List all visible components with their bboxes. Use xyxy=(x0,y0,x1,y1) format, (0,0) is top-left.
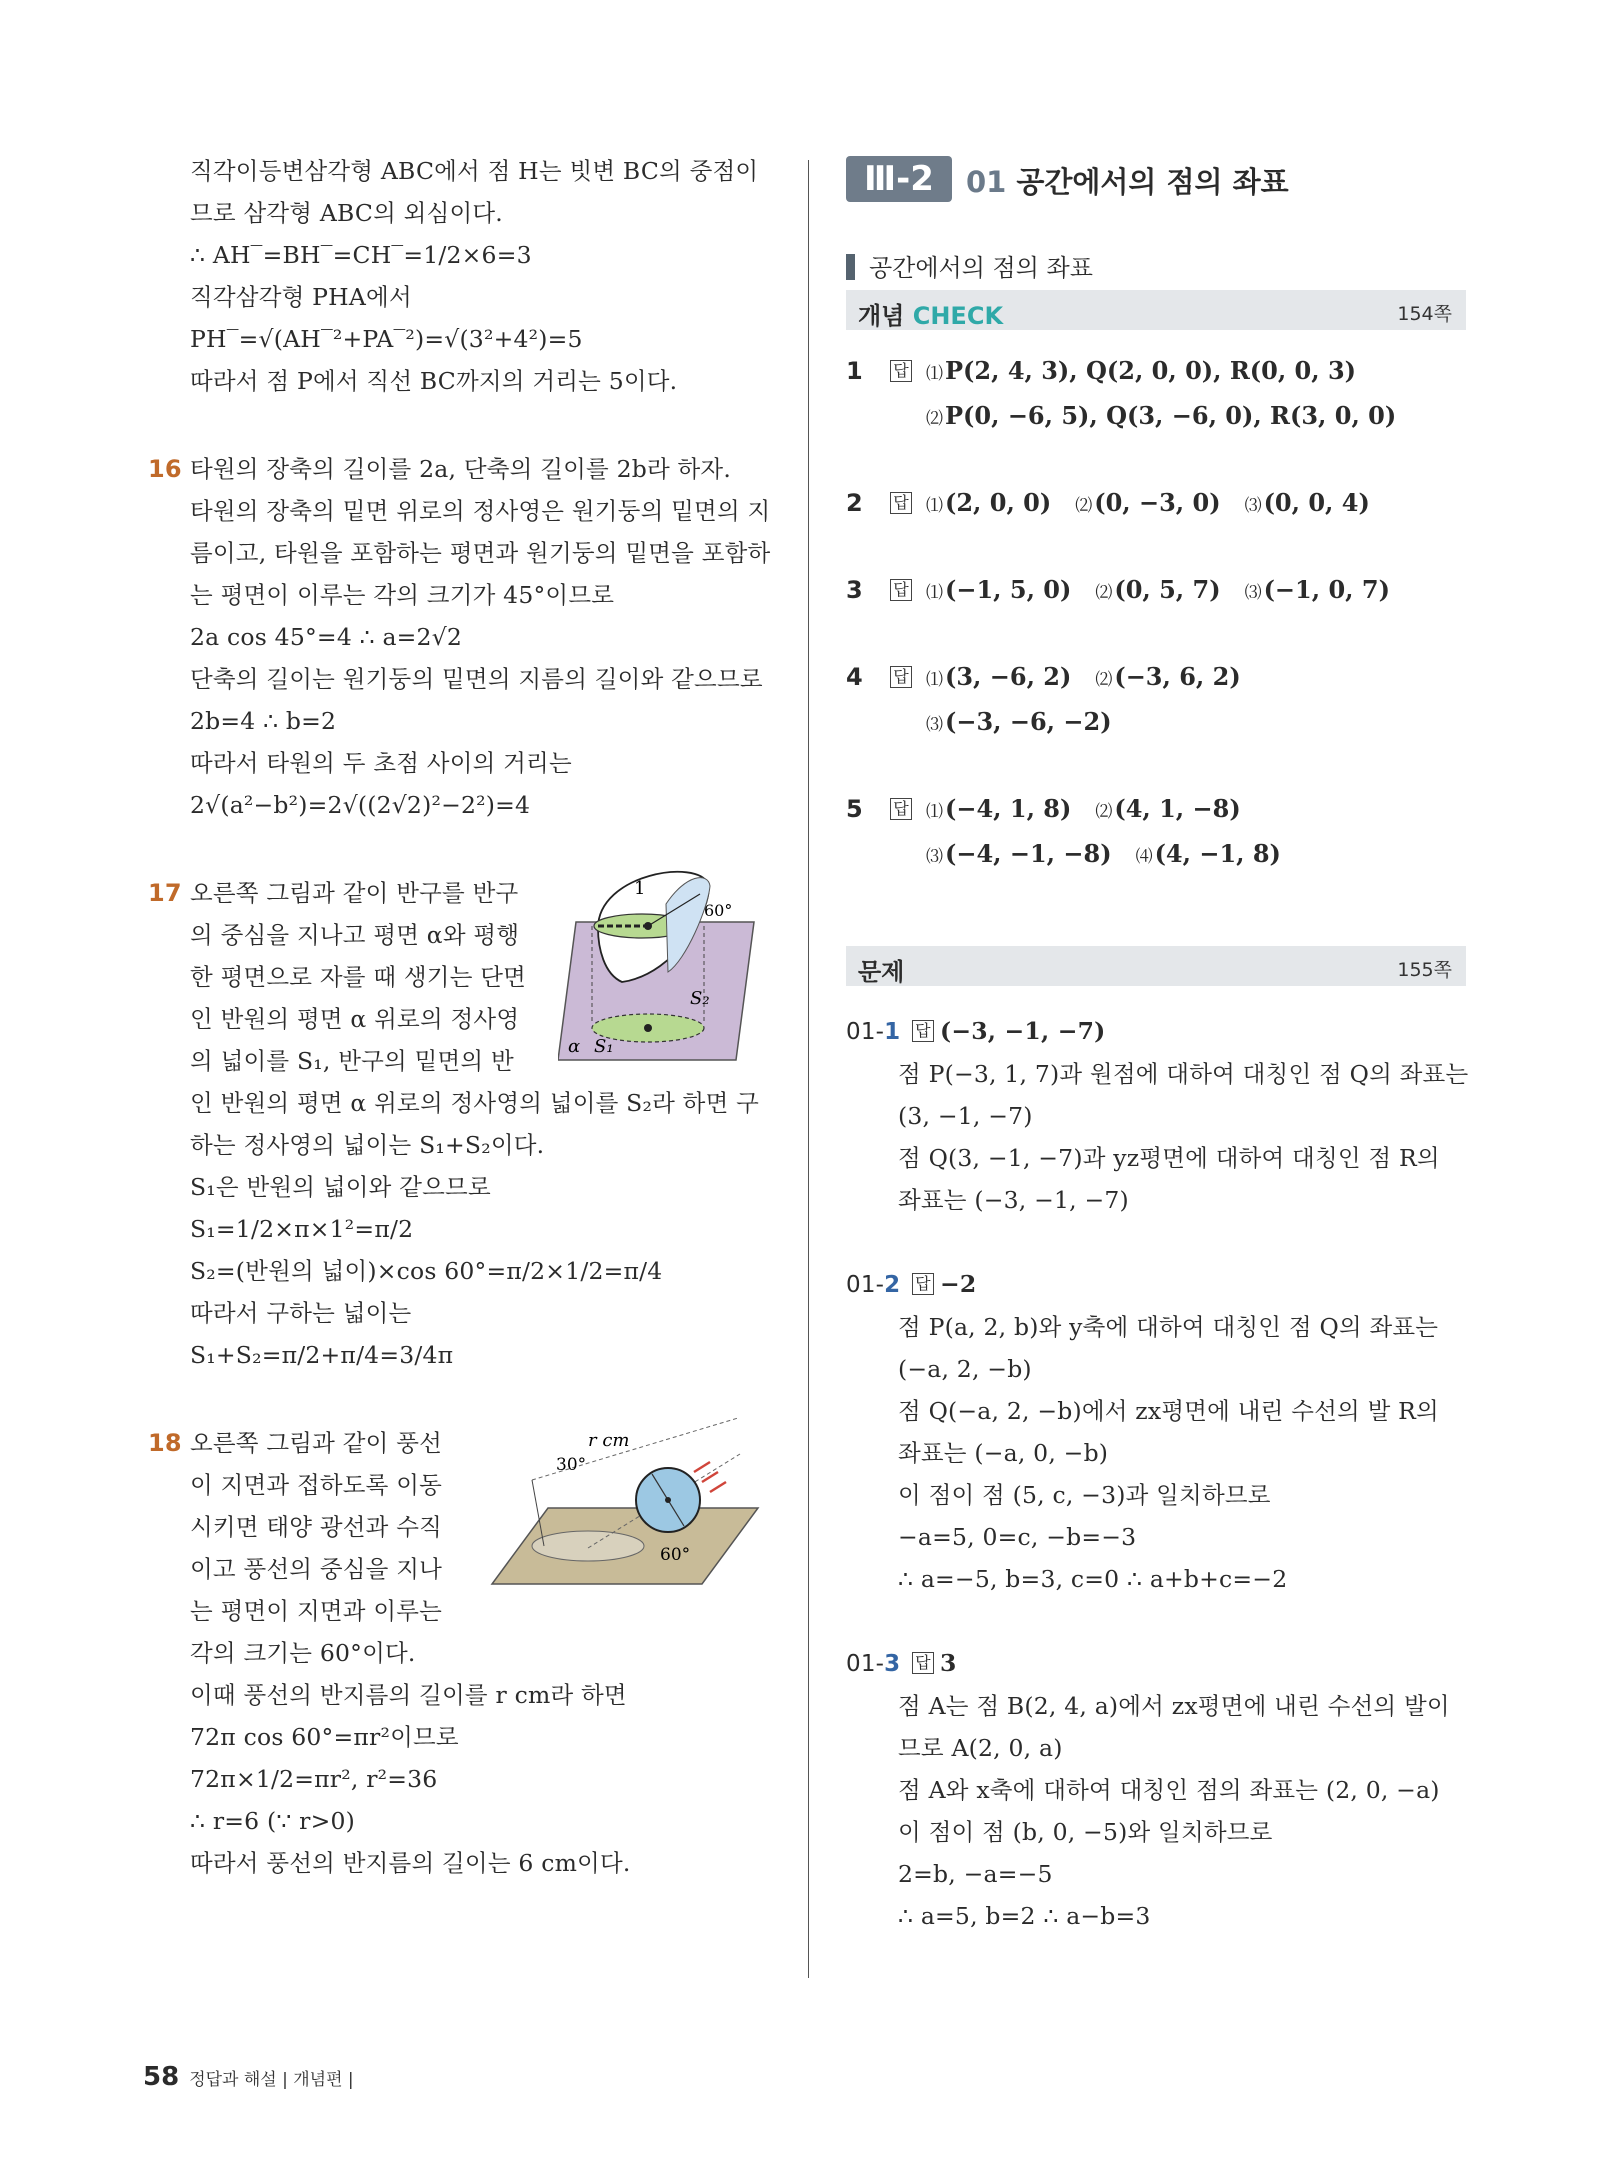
answer-mark-icon: 답 xyxy=(912,1020,934,1042)
problem-number xyxy=(846,1011,906,1053)
answer-part-label: ⑴ xyxy=(926,670,943,690)
right-column xyxy=(846,146,1469,1979)
fig-label-60: 60° xyxy=(660,1545,691,1565)
text-line: 좌표는 (−a, 0, −b) xyxy=(898,1439,1109,1467)
fig-label-30: 30° xyxy=(556,1455,587,1475)
problem-header xyxy=(846,1642,1466,1685)
text-line: 한 평면으로 자를 때 생기는 단면 xyxy=(190,963,527,991)
text-line: PH‾=√(AH‾²+PA‾²)=√(3²+4²)=5 xyxy=(190,325,583,353)
answer-mark-icon: 답 xyxy=(912,1273,934,1295)
problem-header xyxy=(846,1263,1466,1306)
left-column xyxy=(148,150,780,1884)
answer-number: 3 xyxy=(846,576,863,604)
text-line: S₁은 반원의 넓이와 같으므로 xyxy=(190,1173,491,1201)
problem-solutions xyxy=(846,1010,1469,1937)
problem-number xyxy=(846,1643,906,1685)
answer-value: (4, 1, −8) xyxy=(1114,794,1241,823)
problem-index: 2 xyxy=(884,1272,901,1298)
answer-part-label: ⑶ xyxy=(1244,583,1262,603)
problem-answer: −2 xyxy=(940,1270,977,1298)
answer-item xyxy=(846,350,1466,440)
answer-part-label: ⑵ xyxy=(1075,496,1093,516)
text-line: 의 중심을 지나고 평면 α와 평행 xyxy=(190,921,520,949)
band-label-b: CHECK xyxy=(912,302,1004,330)
problem-index: 1 xyxy=(884,1019,901,1045)
answer-item xyxy=(846,569,1466,614)
band-label: 문제 xyxy=(858,958,905,986)
text-line: 이 점이 점 (5, c, −3)과 일치하므로 xyxy=(898,1481,1271,1509)
text-line: 점 P(a, 2, b)와 y축에 대하여 대칭인 점 Q의 좌표는 xyxy=(898,1313,1439,1341)
answer-part-label: ⑴ xyxy=(926,802,943,822)
answer-item xyxy=(846,656,1466,746)
problem-answer: (−3, −1, −7) xyxy=(940,1017,1106,1045)
text-line: 이 점이 점 (b, 0, −5)와 일치하므로 xyxy=(898,1818,1273,1846)
answer-number: 4 xyxy=(846,663,863,691)
page-number: 58 xyxy=(143,2062,180,2092)
answer-value: (3, −6, 2) xyxy=(945,662,1072,691)
answer-number: 5 xyxy=(846,795,863,823)
answer-item xyxy=(846,788,1466,878)
section-number: 01 xyxy=(966,165,1007,199)
text-line: 름이고, 타원을 포함하는 평면과 원기둥의 밑면을 포함하 xyxy=(190,539,771,567)
text-line: 이때 풍선의 반지름의 길이를 r cm라 하면 xyxy=(190,1681,627,1709)
answer-number: 1 xyxy=(846,357,863,385)
subsection-title xyxy=(846,248,1466,288)
text-line: ∴ a=5, b=2 ∴ a−b=3 xyxy=(898,1902,1151,1930)
answer-row xyxy=(846,395,1466,440)
text-line: 점 A는 점 B(2, 4, a)에서 zx평면에 내린 수선의 발이 xyxy=(898,1692,1450,1720)
problem-index: 3 xyxy=(884,1651,901,1677)
subsection-marker-icon xyxy=(846,254,855,280)
answer-value: (0, 5, 7) xyxy=(1114,575,1221,604)
text-line: ∴ a=−5, b=3, c=0 ∴ a+b+c=−2 xyxy=(898,1565,1288,1593)
text-line: (−a, 2, −b) xyxy=(898,1355,1032,1383)
text-line: (3, −1, −7) xyxy=(898,1102,1033,1130)
text-line: −a=5, 0=c, −b=−3 xyxy=(898,1523,1137,1551)
text-line: 단축의 길이는 원기둥의 밑면의 지름의 길이와 같으므로 xyxy=(190,665,763,693)
problem-18 xyxy=(148,1422,780,1884)
problem-17 xyxy=(148,872,780,1376)
answer-row xyxy=(846,701,1466,746)
text-line: 는 평면이 지면과 이루는 xyxy=(190,1597,443,1625)
subsection-title-text: 공간에서의 점의 좌표 xyxy=(869,254,1093,282)
band-label-a: 개념 xyxy=(858,302,913,330)
band-page: 155쪽 xyxy=(1397,959,1452,981)
answer-number: 2 xyxy=(846,489,863,517)
text-line: 직각삼각형 PHA에서 xyxy=(190,283,412,311)
text-line: 72π×1/2=πr², r²=36 xyxy=(190,1765,438,1793)
fig-label-angle: 60° xyxy=(704,901,733,920)
answer-part-label: ⑵ xyxy=(1095,670,1113,690)
text-line: 이고 풍선의 중심을 지나 xyxy=(190,1555,443,1583)
problem-2 xyxy=(846,1642,1466,1937)
text-line: 인 반원의 평면 α 위로의 정사영의 넓이를 S₂라 하면 구 xyxy=(190,1089,760,1117)
problem-header xyxy=(846,1010,1466,1053)
text-line: 2√(a²−b²)=2√((2√2)²−2²)=4 xyxy=(190,791,531,819)
answer-row xyxy=(846,350,1466,395)
text-line: S₁+S₂=π/2+π/4=3/4π xyxy=(190,1341,454,1369)
answer-value: (−4, −1, −8) xyxy=(945,839,1112,868)
answer-part-label: ⑶ xyxy=(926,847,943,867)
problem-16 xyxy=(148,448,780,826)
answer-value: (−1, 5, 0) xyxy=(945,575,1072,604)
text-line: 므로 A(2, 0, a) xyxy=(898,1734,1063,1762)
answer-mark-icon: 답 xyxy=(912,1652,934,1674)
answer-part-label: ⑵ xyxy=(926,409,943,429)
text-line: 각의 크기는 60°이다. xyxy=(190,1639,416,1667)
answer-value: (−4, 1, 8) xyxy=(945,794,1072,823)
answer-value: (4, −1, 8) xyxy=(1154,839,1281,868)
answer-part-label: ⑴ xyxy=(926,496,943,516)
band-page: 154쪽 xyxy=(1397,303,1452,325)
text-line: 점 A와 x축에 대하여 대칭인 점의 좌표는 (2, 0, −a) xyxy=(898,1776,1440,1804)
text-line: 하는 정사영의 넓이는 S₁+S₂이다. xyxy=(190,1131,545,1159)
text-line: 므로 삼각형 ABC의 외심이다. xyxy=(190,199,503,227)
page-footer xyxy=(143,2062,354,2092)
fig-label-r: r cm xyxy=(588,1430,630,1451)
fig-label-s1: S₁ xyxy=(594,1036,614,1057)
text-line: 따라서 풍선의 반지름의 길이는 6 cm이다. xyxy=(190,1849,631,1877)
fig-label-alpha: α xyxy=(568,1036,581,1057)
answer-mark-icon: 답 xyxy=(890,360,912,382)
answer-value: P(0, −6, 5), Q(3, −6, 0), R(3, 0, 0) xyxy=(945,401,1397,430)
answer-value: (0, 0, 4) xyxy=(1263,488,1370,517)
fig-label-s2: S₂ xyxy=(690,988,710,1009)
section-title-text: 공간에서의 점의 좌표 xyxy=(1016,165,1289,199)
problem-number: 17 xyxy=(148,879,182,907)
text-line: 인 반원의 평면 α 위로의 정사영 xyxy=(190,1005,520,1033)
text-line: 따라서 구하는 넓이는 xyxy=(190,1299,412,1327)
answer-item xyxy=(846,482,1466,527)
answer-row xyxy=(846,656,1466,701)
text-line: 2b=4 ∴ b=2 xyxy=(190,707,337,735)
problem-0 xyxy=(846,1010,1469,1221)
text-line: 72π cos 60°=πr²이므로 xyxy=(190,1723,459,1751)
text-line: 직각이등변삼각형 ABC에서 점 H는 빗변 BC의 중점이 xyxy=(190,157,759,185)
balloon-figure xyxy=(488,1408,778,1604)
problem-prefix: 01- xyxy=(846,1272,885,1298)
answer-part-label: ⑵ xyxy=(1095,802,1113,822)
concept-check-answers xyxy=(846,350,1466,878)
problem-band xyxy=(846,946,1466,986)
problem-number xyxy=(846,1264,906,1306)
answer-row xyxy=(846,482,1466,527)
problem-number: 16 xyxy=(148,455,182,483)
text-line: S₁=1/2×π×1²=π/2 xyxy=(190,1215,414,1243)
answer-part-label: ⑷ xyxy=(1135,847,1153,867)
chapter-badge: Ⅲ-2 xyxy=(846,156,952,202)
answer-value: (−3, −6, −2) xyxy=(945,707,1112,736)
problem-number: 18 xyxy=(148,1429,182,1457)
text-line: 의 넓이를 S₁, 반구의 밑면의 반 xyxy=(190,1047,514,1075)
answer-part-label: ⑵ xyxy=(1095,583,1113,603)
text-line: 타원의 장축의 밑면 위로의 정사영은 원기둥의 밑면의 지 xyxy=(190,497,771,525)
problem-prefix: 01- xyxy=(846,1019,885,1045)
text-line: 따라서 타원의 두 초점 사이의 거리는 xyxy=(190,749,572,777)
text-line: 점 Q(−a, 2, −b)에서 zx평면에 내린 수선의 발 R의 xyxy=(898,1397,1439,1425)
answer-row xyxy=(846,833,1466,878)
answer-mark-icon: 답 xyxy=(890,798,912,820)
answer-value: P(2, 4, 3), Q(2, 0, 0), R(0, 0, 3) xyxy=(945,356,1357,385)
answer-mark-icon: 답 xyxy=(890,492,912,514)
text-line: 시키면 태양 광선과 수직 xyxy=(190,1513,443,1541)
problem-1 xyxy=(846,1263,1466,1600)
problem-answer: 3 xyxy=(940,1649,957,1677)
fig-label-one: 1 xyxy=(634,878,646,899)
answer-value: (−1, 0, 7) xyxy=(1263,575,1390,604)
section-title xyxy=(966,160,1289,201)
prev-solution xyxy=(148,150,780,402)
text-line: 따라서 점 P에서 직선 BC까지의 거리는 5이다. xyxy=(190,367,678,395)
concept-check-band xyxy=(846,290,1466,330)
problem-prefix: 01- xyxy=(846,1651,885,1677)
answer-part-label: ⑴ xyxy=(926,364,943,384)
text-line: 오른쪽 그림과 같이 풍선 xyxy=(190,1429,443,1457)
column-divider xyxy=(808,160,809,1978)
text-line: 타원의 장축의 길이를 2a, 단축의 길이를 2b라 하자. xyxy=(190,455,732,483)
text-line: 이 지면과 접하도록 이동 xyxy=(190,1471,443,1499)
text-line: 2a cos 45°=4 ∴ a=2√2 xyxy=(190,623,463,651)
text-line: 오른쪽 그림과 같이 반구를 반구 xyxy=(190,879,519,907)
text-line: 점 P(−3, 1, 7)과 원점에 대하여 대칭인 점 Q의 좌표는 xyxy=(898,1060,1469,1088)
hemisphere-figure xyxy=(558,864,758,1066)
answer-part-label: ⑶ xyxy=(1244,496,1262,516)
text-line: ∴ AH‾=BH‾=CH‾=1/2×6=3 xyxy=(190,241,532,269)
answer-part-label: ⑶ xyxy=(926,715,943,735)
section-header xyxy=(846,146,1466,206)
text-line: S₂=(반원의 넓이)×cos 60°=π/2×1/2=π/4 xyxy=(190,1257,663,1285)
answer-mark-icon: 답 xyxy=(890,579,912,601)
text-line: 2=b, −a=−5 xyxy=(898,1860,1053,1888)
text-line: 점 Q(3, −1, −7)과 yz평면에 대하여 대칭인 점 R의 xyxy=(898,1144,1440,1172)
answer-value: (2, 0, 0) xyxy=(945,488,1052,517)
answer-part-label: ⑴ xyxy=(926,583,943,603)
answer-row xyxy=(846,569,1466,614)
answer-row xyxy=(846,788,1466,833)
footer-text: 정답과 해설 | 개념편 | xyxy=(189,2070,354,2090)
answer-value: (0, −3, 0) xyxy=(1094,488,1221,517)
answer-value: (−3, 6, 2) xyxy=(1114,662,1241,691)
text-line: 는 평면이 이루는 각의 크기가 45°이므로 xyxy=(190,581,615,609)
text-line: 좌표는 (−3, −1, −7) xyxy=(898,1186,1129,1214)
answer-mark-icon: 답 xyxy=(890,666,912,688)
band-label xyxy=(858,296,1003,331)
text-line: ∴ r=6 (∵ r>0) xyxy=(190,1807,356,1835)
